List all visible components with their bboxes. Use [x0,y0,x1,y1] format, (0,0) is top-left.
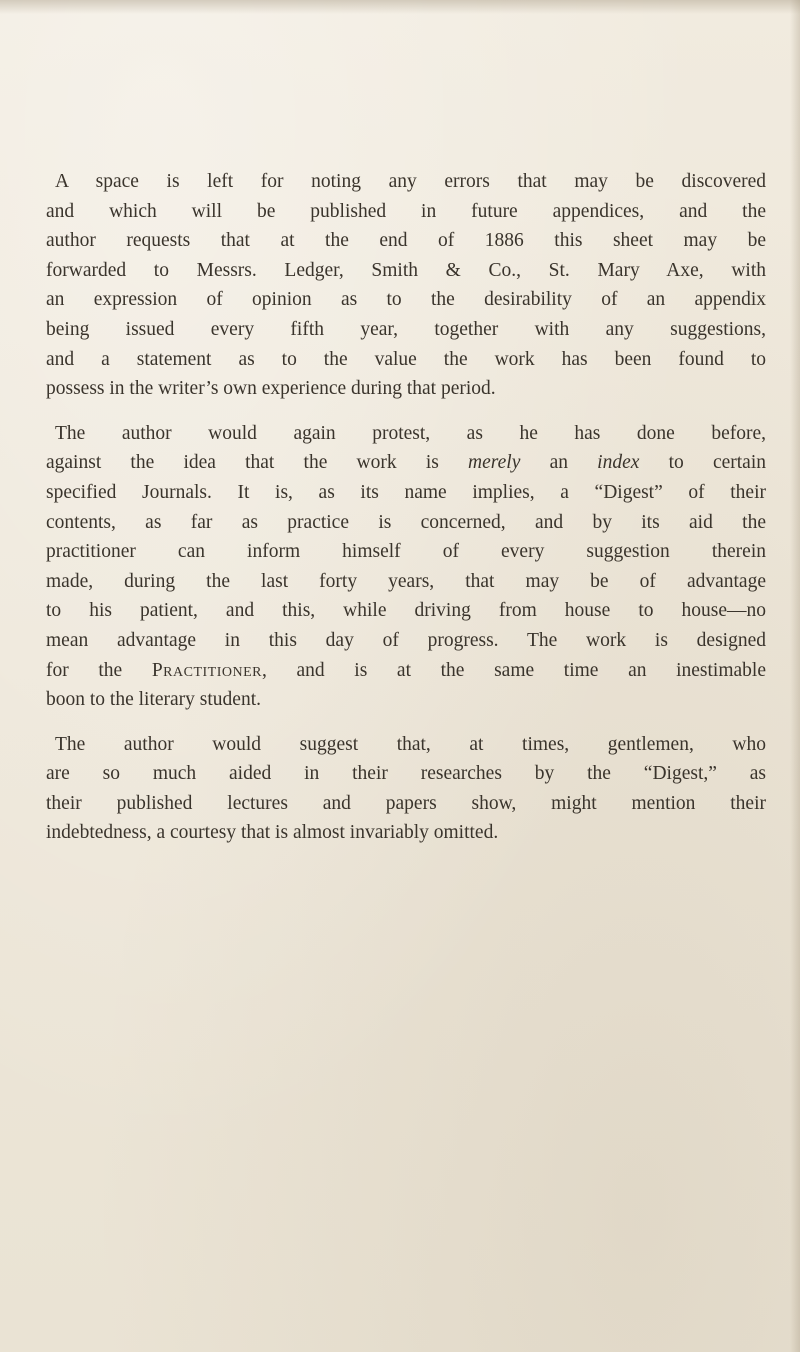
text-line: possess in the writer’s own experience during that period. [46,378,496,400]
emphasis-merely: merely [468,452,521,474]
text-line: are so much aided in their researches by the “Digest,” as [46,763,766,785]
text-line: an expression of opinion as to the desirability of an appendix [46,289,766,311]
text-run: , and is at the same time an inestimable [262,659,766,681]
text-line: being issued every fifth year, together with any suggestions, [46,318,766,340]
text-run: for the [46,659,152,681]
text-line: forwarded to Messrs. Ledger, Smith & Co., St. Mary Axe, with [46,259,766,281]
text-line: their published lectures and papers show, might mention their [46,792,766,814]
text-line: author requests that at the end of 1886 this sheet may be [46,230,766,252]
body-text [46,167,766,863]
text-line: practitioner can inform himself of every suggestion therein [46,541,766,563]
page-top-shadow [0,0,800,14]
text-line: indebtedness, a courtesy that is almost invariably omitted. [46,822,499,844]
small-caps-practitioner: Practitioner [151,659,262,681]
text-run: against the idea that the work is [46,452,469,474]
emphasis-index: index [597,452,640,474]
page-right-shadow [790,0,800,1352]
text-line: to his patient, and this, while driving from house to house—no [46,600,766,622]
text-run: an [520,452,598,474]
text-line: specified Journals. It is, as its name implies, a “Digest” of their [46,481,766,503]
text-line: made, during the last forty years, that may be of advantage [46,570,766,592]
paragraph-author-protest [46,419,766,715]
text-line-with-emphasis [46,448,766,478]
text-line: contents, as far as practice is concerned, and by its aid the [46,511,766,533]
text-run: to certain [639,452,767,474]
text-line: mean advantage in this day of progress. The work is designed [46,629,766,651]
text-line: and which will be published in future appendices, and the [46,200,766,222]
paragraph-errors-appendix [46,167,766,404]
text-line: and a statement as to the value the work has been found to [46,348,766,370]
paragraph-acknowledgement [46,730,766,848]
text-line: boon to the literary student. [46,689,261,711]
text-line: A space is left for noting any errors that may be discovered [55,171,766,192]
text-line-with-small-caps [46,656,766,686]
text-line: The author would again protest, as he has done before, [55,422,766,444]
text-line: The author would suggest that, at times, gentlemen, who [55,733,766,755]
